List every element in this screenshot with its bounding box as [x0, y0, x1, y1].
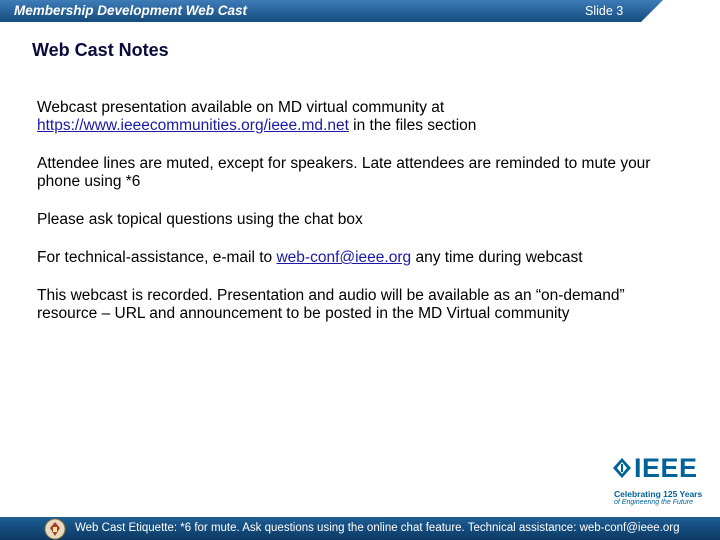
tagline-text: of Engineering the Future — [614, 499, 693, 506]
note-item — [37, 287, 687, 323]
note-text: Attendee lines are muted, except for speakers. Late attendees are reminded to mute your phone using *6 — [37, 155, 651, 190]
note-text: For technical-assistance, e-mail to — [37, 249, 277, 266]
note-text: any time during webcast — [411, 249, 583, 266]
ieee-wordmark: IEEE — [634, 453, 698, 483]
note-item — [37, 249, 687, 267]
slide-title: Web Cast Notes — [32, 40, 169, 60]
celebrating-text: Celebrating 125 Years — [614, 489, 703, 499]
note-text: Please ask topical questions using the chat box — [37, 211, 363, 228]
note-text: This webcast is recorded. Presentation and audio will be available as an “on-demand” resource – URL and announcement to be posted in the MD Virtual community — [37, 287, 625, 322]
note-text: in the files section — [348, 117, 477, 134]
footer-bar — [0, 517, 720, 540]
note-item — [37, 99, 687, 135]
ieee-logo — [612, 453, 712, 513]
note-item — [37, 211, 687, 229]
email-link[interactable]: web-conf@ieee.org — [276, 249, 412, 266]
seal-icon — [44, 518, 66, 540]
presentation-title: Membership Development Web Cast — [14, 3, 248, 18]
note-item — [37, 155, 687, 191]
note-text: Webcast presentation available on MD virtual community at — [37, 99, 445, 116]
slide-header — [0, 0, 720, 22]
community-link[interactable]: https://www.ieeecommunities.org/ieee.md.net — [37, 117, 349, 134]
ieee-diamond-icon — [612, 457, 632, 479]
notes-list — [37, 99, 687, 343]
footer-etiquette-text: Web Cast Etiquette: *6 for mute. Ask questions using the online chat feature. Technical assistance: web-conf@ieee.org — [75, 522, 680, 534]
slide-number: Slide 3 — [585, 4, 624, 18]
